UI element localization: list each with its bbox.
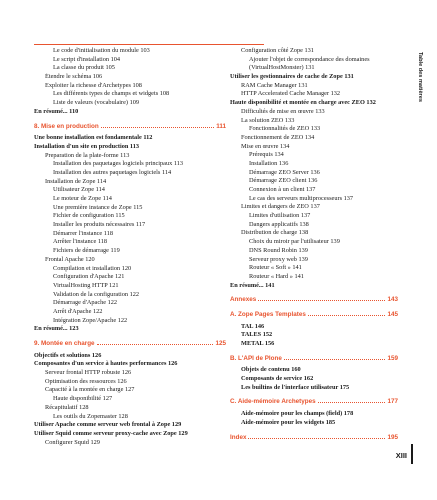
running-head: Table des matières (417, 52, 423, 102)
toc-entry[interactable]: Étendre le schéma 106 (45, 73, 103, 81)
toc-entry[interactable]: RAM Cache Manager 131 (241, 81, 308, 89)
toc-entry[interactable]: Installation de Zope 114 (45, 177, 107, 185)
toc-entry[interactable]: Optimisation des ressources 126 (45, 377, 127, 385)
toc-entry[interactable]: Installation d'un site en production 113 (34, 142, 140, 150)
section-title: 8. Mise en production (34, 122, 99, 130)
toc-entry[interactable]: Arrêter l'instance 118 (53, 238, 108, 246)
toc-entry[interactable]: Fonctionnement de ZEO 134 (241, 133, 315, 141)
section-page-number: 143 (387, 296, 398, 304)
toc-left-column (34, 47, 226, 447)
toc-entry[interactable]: Installation des autres paquetages logiciels 114 (53, 168, 172, 176)
toc-entry[interactable]: Difficultés de mise en œuvre 133 (241, 107, 325, 115)
toc-entry[interactable]: Liste de valeurs (vocabulaire) 109 (53, 99, 140, 107)
toc-entry[interactable]: Prérequis 134 (249, 151, 284, 159)
toc-entry[interactable]: Démarrage ZEO client 136 (249, 177, 318, 185)
toc-entry[interactable]: METAL 156 (241, 340, 275, 347)
folio-bar (411, 444, 413, 464)
section-title: B. L'API de Plone (230, 354, 282, 362)
toc-entry[interactable]: Limites et dangers de ZEO 137 (241, 203, 320, 211)
dot-leader (308, 315, 386, 316)
dot-leader (248, 438, 385, 439)
toc-entry[interactable]: Les builtins de l'interface utilisateur 175 (241, 383, 350, 391)
toc-entry[interactable]: Démarrer l'instance 118 (53, 229, 113, 237)
toc-entry[interactable]: En résumé... 123 (34, 325, 79, 333)
toc-entry[interactable]: Dangers applicatifs 138 (249, 220, 309, 228)
toc-entry[interactable]: En résumé... 141 (230, 281, 275, 289)
toc-entry[interactable]: Fichiers de démarrage 119 (53, 247, 120, 255)
toc-entry[interactable]: Une première instance de Zope 115 (53, 203, 143, 211)
toc-entry[interactable]: Les différents types de champs et widgets 108 (53, 90, 170, 98)
toc-entry[interactable]: Démarrage ZEO Server 136 (249, 168, 320, 176)
toc-entry[interactable]: Configuration d'Apache 121 (53, 273, 125, 281)
toc-entry[interactable]: Composants de service 162 (241, 375, 314, 383)
toc-entry[interactable]: Composantes d'un service à hautes performances 126 (34, 360, 178, 368)
page-number: XIII (395, 451, 407, 460)
toc-entry[interactable]: Le code d'initialisation du module 103 (53, 47, 150, 54)
toc-entry[interactable]: Une bonne installation est fondamentale 112 (34, 134, 153, 142)
section-title: A. Zope Pages Templates (230, 310, 306, 318)
dot-leader (101, 127, 214, 128)
toc-entry[interactable]: Validation de la configuration 122 (53, 290, 140, 298)
toc-entry[interactable]: HTTP Accelerated Cache Manager 132 (241, 90, 341, 98)
toc-entry[interactable]: Objets de contenu 160 (241, 366, 301, 374)
toc-section-heading[interactable] (230, 434, 398, 443)
section-title: C. Aide-mémoire Archetypes (230, 398, 316, 406)
toc-entry[interactable]: Récapitulatif 128 (45, 403, 89, 411)
toc-entry[interactable]: Capacité à la montée en charge 127 (45, 386, 135, 394)
dot-leader (258, 300, 385, 301)
toc-entry[interactable]: Preparation de la plate-forme 113 (45, 151, 130, 159)
toc-entry[interactable]: Les outils du Zopemaster 128 (53, 412, 128, 420)
toc-entry[interactable]: La classe du produit 105 (53, 64, 115, 72)
toc-entry[interactable]: Utilisateur Zope 114 (53, 186, 105, 194)
section-page-number: 177 (387, 398, 398, 406)
toc-entry[interactable]: Aide-mémoire pour les widgets 185 (241, 418, 336, 426)
toc-entry[interactable]: Installer les produits nécessaires 117 (53, 221, 146, 229)
toc-section-heading[interactable] (230, 398, 398, 407)
toc-entry[interactable]: Routeur « Soft » 141 (249, 264, 302, 272)
section-page-number: 125 (215, 340, 226, 347)
toc-entry[interactable]: Utiliser Apache comme serveur web frontal à Zope 129 (34, 421, 182, 429)
toc-entry[interactable]: Objectifs et solutions 126 (34, 351, 102, 359)
toc-entry[interactable]: TAL 146 (241, 322, 265, 330)
toc-entry[interactable]: Configuration côté Zope 131 (241, 47, 314, 54)
toc-entry[interactable]: Mise en œuvre 134 (241, 142, 290, 150)
toc-entry[interactable]: Arrêt d'Apache 122 (53, 307, 103, 315)
toc-entry[interactable]: Utiliser les gestionnaires de cache de Zope 131 (230, 73, 354, 81)
toc-entry[interactable]: Fichier de configuration 115 (53, 212, 125, 220)
toc-entry[interactable]: Exploiter la richesse d'Archetypes 108 (45, 81, 142, 89)
toc-entry[interactable]: Le moteur de Zope 114 (53, 195, 112, 202)
toc-entry[interactable]: Serveur proxy web 139 (249, 255, 308, 263)
dot-leader (97, 344, 214, 345)
section-page-number: 111 (216, 122, 226, 130)
toc-entry[interactable]: Le script d'installation 104 (53, 55, 121, 63)
section-title: Annexes (230, 296, 257, 304)
section-page-number: 145 (387, 310, 398, 318)
toc-entry[interactable]: Limites d'utilisation 137 (249, 212, 311, 220)
toc-entry[interactable]: Frontal Apache 120 (45, 255, 95, 263)
toc-section-heading[interactable] (230, 296, 398, 305)
toc-section-heading[interactable] (34, 340, 226, 349)
toc-entry[interactable]: Aide-mémoire pour les champs (field) 178 (241, 410, 354, 418)
toc-entry[interactable]: Démarrage d'Apache 122 (53, 299, 118, 307)
section-title: 9. Montée en charge (34, 340, 95, 347)
toc-entry[interactable]: Configurer Squid 129 (45, 438, 100, 446)
toc-section-heading[interactable] (230, 311, 398, 320)
toc-entry[interactable]: DNS Round Robin 139 (249, 246, 308, 254)
toc-entry[interactable]: En résumé... 110 (34, 107, 79, 115)
dot-leader (284, 359, 386, 360)
toc-entry[interactable]: TALES 152 (241, 331, 273, 339)
toc-entry[interactable]: Intégration Zope/Apache 122 (53, 316, 128, 324)
section-page-number: 159 (387, 354, 398, 362)
toc-entry[interactable]: Le cas des serveurs multiprocesseurs 137 (249, 194, 354, 202)
toc-entry[interactable]: Haute disponibilité 127 (53, 395, 113, 403)
toc-entry[interactable]: Installation 136 (249, 159, 289, 167)
section-page-number: 195 (387, 433, 398, 441)
toc-entry[interactable]: Routeur « Hard » 141 (249, 272, 304, 280)
toc-section-heading[interactable] (230, 355, 398, 364)
toc-entry[interactable]: VirtualHosting HTTP 121 (53, 281, 119, 289)
toc-entry[interactable]: Fonctionnalités de ZEO 133 (249, 125, 321, 133)
toc-entry[interactable]: Choix du miroir par l'utilisateur 139 (249, 238, 340, 246)
toc-entry[interactable]: Utiliser Squid comme serveur proxy-cache avec Zope 129 (34, 429, 188, 437)
toc-entry[interactable]: La solution ZEO 133 (241, 116, 295, 124)
header-rule (34, 44, 264, 45)
toc-entry[interactable]: Compilation et installation 120 (53, 264, 132, 272)
toc-entry[interactable]: (VirtualHostMonster) 131 (249, 64, 315, 72)
toc-entry[interactable]: Distribution de charge 138 (241, 229, 309, 237)
toc-entry[interactable]: Ajouter l'objet de correspondance des domaines (249, 55, 370, 63)
toc-entry[interactable]: Haute disponibilité et montée en charge avec ZEO 132 (230, 99, 376, 107)
toc-entry[interactable]: Installation des paquetages logiciels principaux 113 (53, 160, 184, 168)
toc-entry[interactable]: Serveur frontal HTTP robuste 126 (45, 369, 132, 377)
section-title: Index (230, 433, 247, 441)
toc-entry[interactable]: Connexion à un client 137 (249, 186, 316, 193)
dot-leader (318, 402, 386, 403)
toc-right-column (230, 47, 398, 445)
toc-section-heading[interactable] (34, 123, 226, 132)
